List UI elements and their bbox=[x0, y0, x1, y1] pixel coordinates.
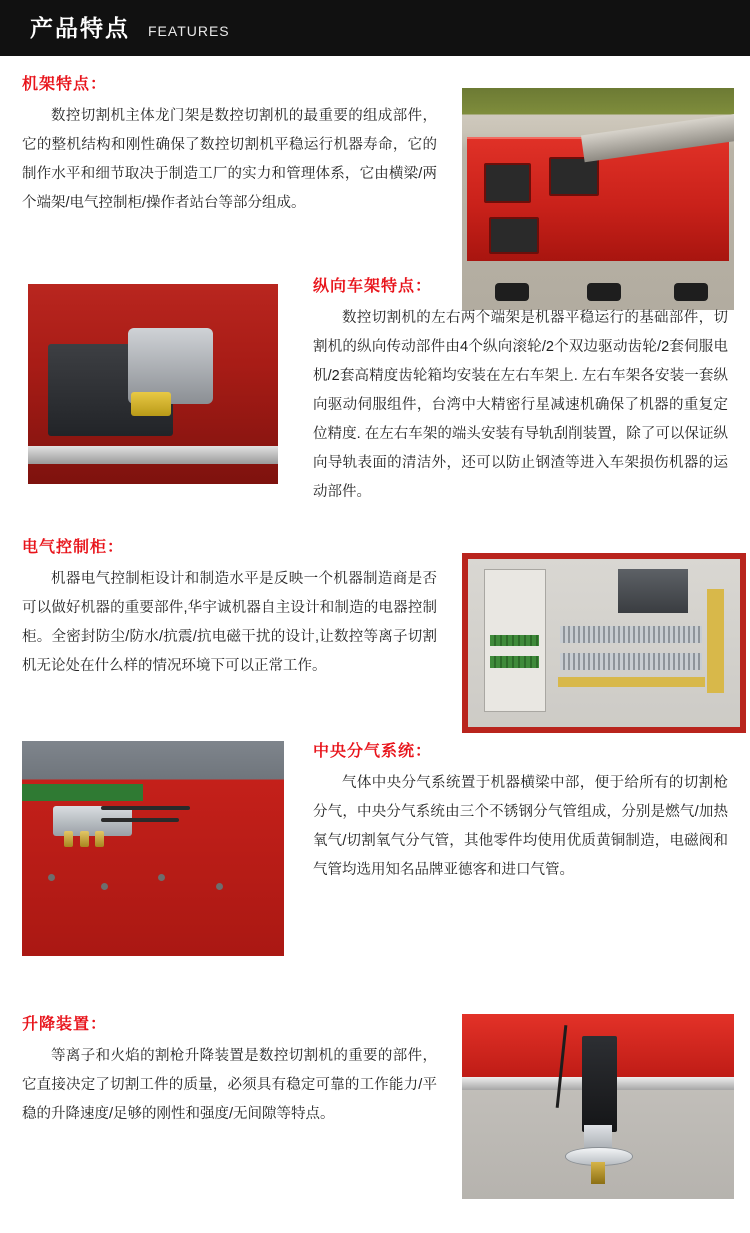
page-banner bbox=[0, 0, 750, 56]
section-frame bbox=[0, 56, 750, 266]
section-lifter-heading: 升降装置： bbox=[22, 1016, 108, 1033]
section-carriage bbox=[0, 266, 750, 531]
central-gas-system-caption bbox=[22, 939, 284, 952]
section-gas-body: 气体中央分气系统置于机器横梁中部，便于给所有的切割枪分气，中央分气系统由三个不锈钢分气管组成，分别是燃气/加热氧气/切割氧气分气管，其他零件均使用优质黄铜制造，电磁阀和气管均选用知名品牌亚德客和进口气管。 bbox=[313, 775, 728, 879]
longitudinal-carriage-photo bbox=[28, 284, 278, 484]
section-cabinet bbox=[0, 531, 750, 731]
torch-lifter-caption bbox=[462, 1182, 734, 1195]
longitudinal-carriage-caption bbox=[28, 467, 278, 480]
section-gas bbox=[0, 731, 750, 996]
section-frame-heading: 机架特点： bbox=[22, 76, 108, 93]
page-title: 产品特点 bbox=[30, 14, 130, 41]
section-cabinet-body: 机器电气控制柜设计和制造水平是反映一个机器制造商是否可以做好机器的重要部件,华宇诚机器自主设计和制造的电器控制柜。全密封防尘/防水/抗震/抗电磁干扰的设计,让数控等离子切割机无论处在什么样的情况环境下可以正常工作。 bbox=[22, 571, 437, 675]
central-gas-system-photo bbox=[22, 741, 284, 956]
electrical-cabinet-caption bbox=[468, 710, 740, 723]
section-carriage-heading: 纵向车架特点： bbox=[313, 278, 433, 295]
section-lifter-body: 等离子和火焰的割枪升降装置是数控切割机的重要的部件，它直接决定了切割工件的质量，必须具有稳定可靠的工作能力/平稳的升降速度/足够的刚性和强度/无间隙等特点。 bbox=[22, 1048, 437, 1123]
section-lifter bbox=[0, 996, 750, 1196]
section-gas-heading: 中央分气系统： bbox=[313, 743, 433, 760]
section-cabinet-heading: 电气控制柜： bbox=[22, 539, 125, 556]
section-carriage-body: 数控切割机的左右两个端架是机器平稳运行的基础部件，切割机的纵向传动部件由4个纵向滚轮/2个双边驱动齿轮/2套伺服电机/2套高精度齿轮箱均安装在左右车架上. 左右车架各安装一套纵向驱动伺服组件，台湾中大精密行星减速机确保了机器的重复定位精度. 在左右车架的端头安装有导轨刮削装置，除了可以保证纵向导轨表面的清洁外，还可以防止钢渣等进入车架损伤机器的运动部件。 bbox=[313, 310, 728, 501]
torch-lifter-photo bbox=[462, 1014, 734, 1199]
page-subtitle: FEATURES bbox=[148, 22, 230, 39]
section-frame-body: 数控切割机主体龙门架是数控切割机的最重要的组成部件，它的整机结构和刚性确保了数控切割机平稳运行机器寿命，它的制作水平和细节取决于制造工厂的实力和管理体系，它由横梁/两个端架/电气控制柜/操作者站台等部分组成。 bbox=[22, 108, 437, 212]
electrical-cabinet-photo bbox=[462, 553, 746, 733]
